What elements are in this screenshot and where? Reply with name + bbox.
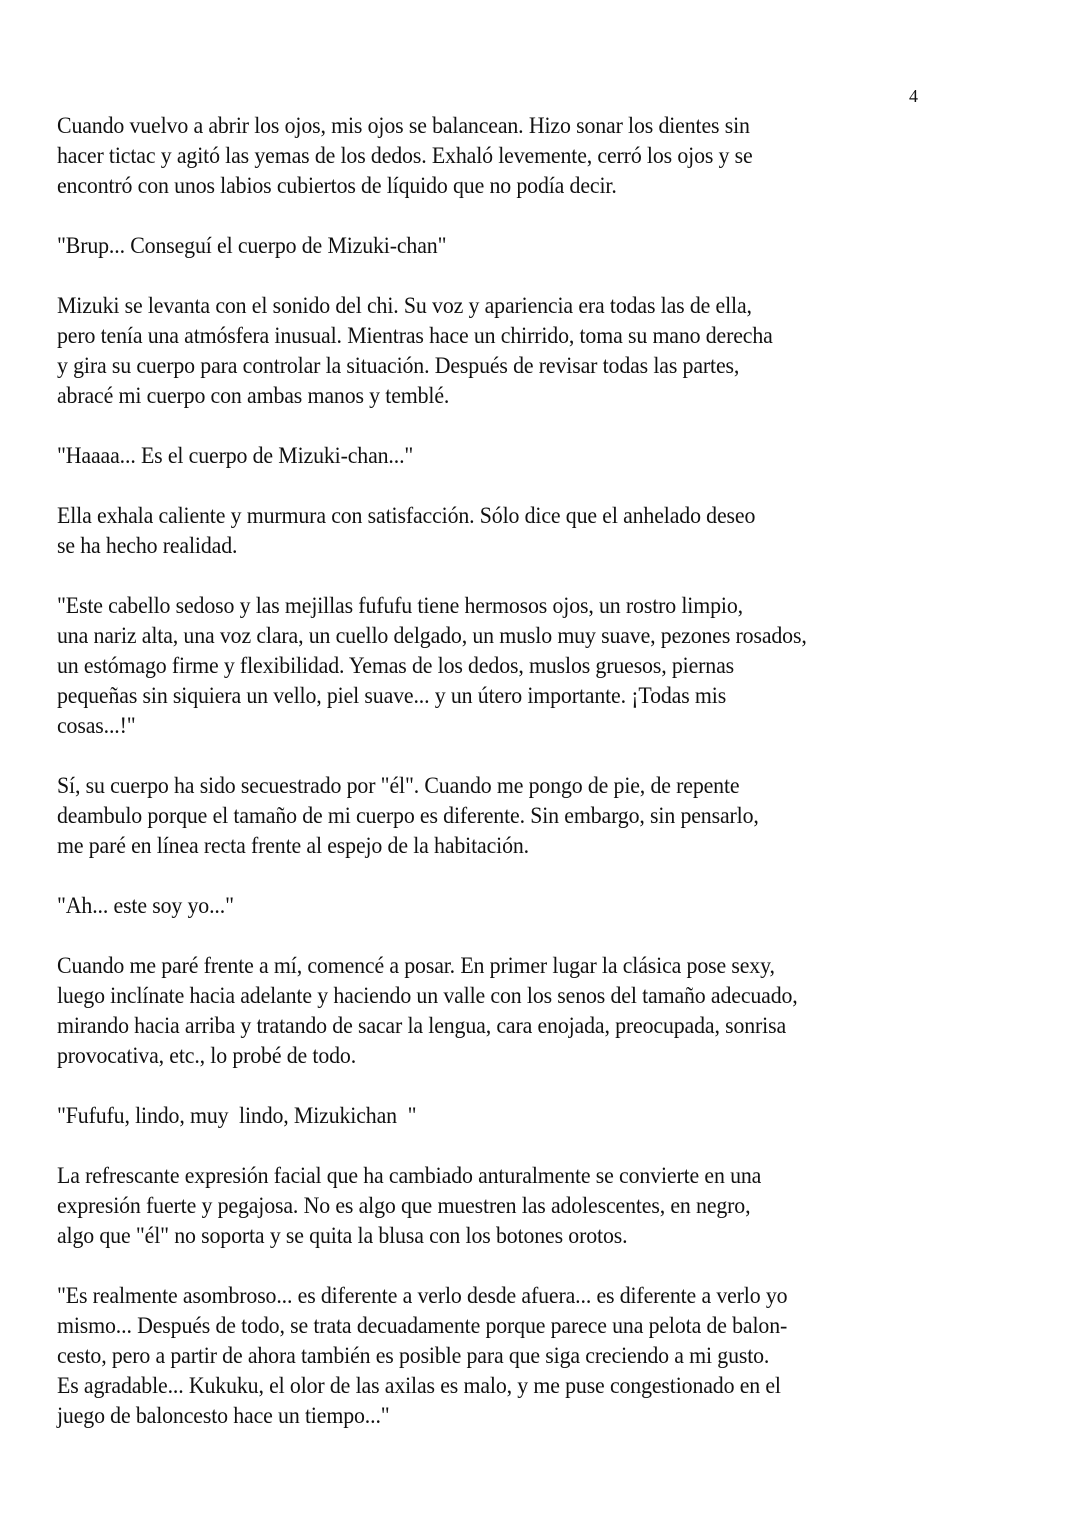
paragraph [57, 111, 1067, 201]
text-line: se ha hecho realidad. [57, 533, 238, 559]
text-line: "Haaaa... Es el cuerpo de Mizuki-chan..." [57, 443, 414, 469]
page-number: 4 [909, 86, 918, 106]
paragraph [57, 1101, 1067, 1131]
text-line: abracé mi cuerpo con ambas manos y temblé. [57, 383, 450, 409]
paragraph [57, 501, 1067, 561]
paragraph [57, 951, 1067, 1071]
paragraph [57, 291, 1067, 411]
text-line: "Ah... este soy yo..." [57, 893, 234, 919]
text-line: deambulo porque el tamaño de mi cuerpo es diferente. Sin embargo, sin pensarlo, [57, 803, 759, 829]
paragraph [57, 771, 1067, 861]
paragraph [57, 441, 1067, 471]
text-line: una nariz alta, una voz clara, un cuello delgado, un muslo muy suave, pezones rosados, [57, 623, 807, 649]
text-line: Cuando vuelvo a abrir los ojos, mis ojos se balancean. Hizo sonar los dientes sin [57, 113, 750, 139]
paragraph [57, 231, 1067, 261]
text-line: juego de baloncesto hace un tiempo..." [57, 1403, 390, 1429]
text-line: encontró con unos labios cubiertos de líquido que no podía decir. [57, 173, 617, 199]
text-line: cesto, pero a partir de ahora también es posible para que siga creciendo a mi gusto. [57, 1343, 770, 1369]
text-line: Es agradable... Kukuku, el olor de las axilas es malo, y me puse congestionado en el [57, 1373, 781, 1399]
text-line: expresión fuerte y pegajosa. No es algo que muestren las adolescentes, en negro, [57, 1193, 751, 1219]
text-line: Mizuki se levanta con el sonido del chi. Su voz y apariencia era todas las de ella, [57, 293, 752, 319]
text-line: "Fufufu, lindo, muy lindo, Mizukichan " [57, 1103, 417, 1129]
text-line: La refrescante expresión facial que ha cambiado anturalmente se convierte en una [57, 1163, 762, 1189]
text-line: algo que "él" no soporta y se quita la blusa con los botones orotos. [57, 1223, 628, 1249]
document-body [57, 111, 1067, 1461]
text-line: "Este cabello sedoso y las mejillas fufufu tiene hermosos ojos, un rostro limpio, [57, 593, 743, 619]
text-line: cosas...!" [57, 713, 136, 739]
text-line: Cuando me paré frente a mí, comencé a posar. En primer lugar la clásica pose sexy, [57, 953, 775, 979]
text-line: un estómago firme y flexibilidad. Yemas de los dedos, muslos gruesos, piernas [57, 653, 735, 679]
text-line: "Es realmente asombroso... es diferente a verlo desde afuera... es diferente a verlo yo [57, 1283, 788, 1309]
text-line: hacer tictac y agitó las yemas de los dedos. Exhaló levemente, cerró los ojos y se [57, 143, 753, 169]
text-line: me paré en línea recta frente al espejo de la habitación. [57, 833, 530, 859]
text-line: luego inclínate hacia adelante y haciendo un valle con los senos del tamaño adecuado, [57, 983, 798, 1009]
text-line: pero tenía una atmósfera inusual. Mientras hace un chirrido, toma su mano derecha [57, 323, 773, 349]
text-line: y gira su cuerpo para controlar la situación. Después de revisar todas las partes, [57, 353, 740, 379]
text-line: Sí, su cuerpo ha sido secuestrado por "él". Cuando me pongo de pie, de repente [57, 773, 740, 799]
text-line: mirando hacia arriba y tratando de sacar la lengua, cara enojada, preocupada, sonrisa [57, 1013, 787, 1039]
paragraph [57, 591, 1067, 741]
paragraph [57, 891, 1067, 921]
text-line: Ella exhala caliente y murmura con satisfacción. Sólo dice que el anhelado deseo [57, 503, 756, 529]
text-line: pequeñas sin siquiera un vello, piel suave... y un útero importante. ¡Todas mis [57, 683, 727, 709]
text-line: "Brup... Conseguí el cuerpo de Mizuki-chan" [57, 233, 447, 259]
text-line: mismo... Después de todo, se trata decuadamente porque parece una pelota de balon- [57, 1313, 788, 1339]
paragraph [57, 1281, 1067, 1431]
paragraph [57, 1161, 1067, 1251]
text-line: provocativa, etc., lo probé de todo. [57, 1043, 357, 1069]
